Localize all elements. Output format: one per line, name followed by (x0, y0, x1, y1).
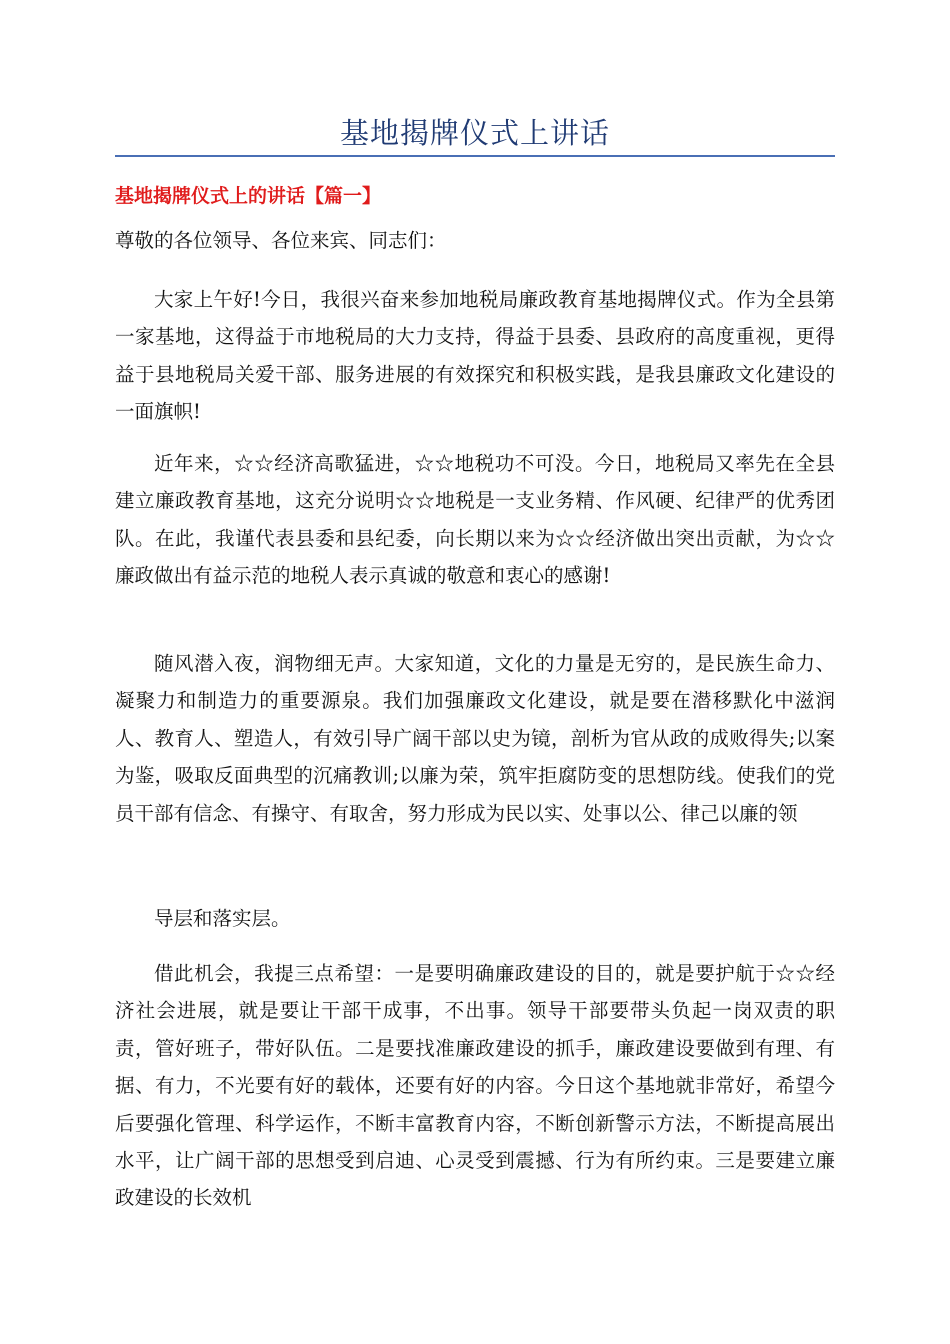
body-paragraph: 近年来，☆☆经济高歌猛进，☆☆地税功不可没。今日，地税局又率先在全县建立廉政教育基地，这充分说明☆☆地税是一支业务精、作风硬、纪律严的优秀团队。在此，我谨代表县委和县纪委，向长期以来为☆☆经济做出突出贡献，为☆☆廉政做出有益示范的地税人表示真诚的敬意和衷心的感谢! (115, 452, 835, 588)
body-paragraph: 导层和落实层。 (154, 907, 291, 930)
salutation: 尊敬的各位领导、各位来宾、同志们： (115, 229, 447, 252)
body-paragraph: 借此机会，我提三点希望：一是要明确廉政建设的目的，就是要护航于☆☆经济社会进展，就是要让干部干成事，不出事。领导干部要带头负起一岗双责的职责，管好班子，带好队伍。二是要找准廉政建设的抓手，廉政建设要做到有理、有据、有力，不光要有好的载体，还要有好的内容。今日这个基地就非常好，希望今后要强化管理、科学运作，不断丰富教育内容，不断创新警示方法，不断提高展出水平，让广阔干部的思想受到启迪、心灵受到震撼、行为有所约束。三是要建立廉政建设的长效机 (115, 962, 835, 1210)
body-paragraph: 大家上午好!今日，我很兴奋来参加地税局廉政教育基地揭牌仪式。作为全县第一家基地，这得益于市地税局的大力支持，得益于县委、县政府的高度重视，更得益于县地税局关爱干部、服务进展的有效探究和积极实践，是我县廉政文化建设的一面旗帜! (115, 288, 835, 424)
title-divider (115, 155, 835, 157)
body-paragraph: 随风潜入夜，润物细无声。大家知道，文化的力量是无穷的，是民族生命力、凝聚力和制造力的重要源泉。我们加强廉政文化建设，就是要在潜移默化中滋润人、教育人、塑造人，有效引导广阔干部以史为镜，剖析为官从政的成败得失;以案为鉴，吸取反面典型的沉痛教训;以廉为荣，筑牢拒腐防变的思想防线。使我们的党员干部有信念、有操守、有取舍，努力形成为民以实、处事以公、律己以廉的领 (115, 652, 835, 825)
document-title: 基地揭牌仪式上讲话 (339, 116, 610, 150)
section-heading: 基地揭牌仪式上的讲话【篇一】 (115, 185, 382, 207)
